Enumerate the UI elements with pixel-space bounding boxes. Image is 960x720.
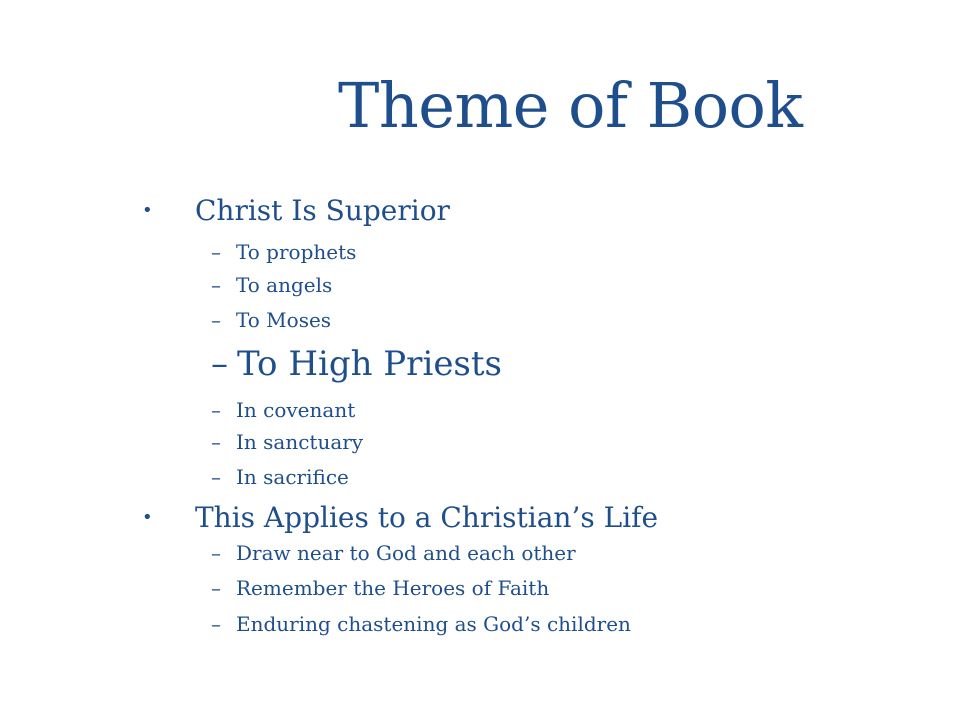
dash-marker: – bbox=[211, 576, 221, 600]
dash-marker: – bbox=[211, 273, 221, 297]
subitem-text: Remember the Heroes of Faith bbox=[236, 576, 550, 600]
subitem-text: To angels bbox=[236, 273, 333, 297]
bullet-marker: • bbox=[142, 507, 153, 528]
dash-marker: – bbox=[211, 430, 221, 454]
dash-marker: – bbox=[211, 465, 221, 489]
subitem-text: Enduring chastening as God’s children bbox=[236, 612, 631, 636]
subitem-text: To High Priests bbox=[237, 344, 502, 384]
bullet-text: This Applies to a Christian’s Life bbox=[195, 501, 659, 534]
bullet-text: Christ Is Superior bbox=[195, 194, 450, 227]
slide-title: Theme of Book bbox=[338, 69, 803, 142]
dash-marker: – bbox=[211, 612, 221, 636]
dash-marker: – bbox=[211, 240, 221, 264]
dash-marker: – bbox=[211, 308, 221, 332]
subitem-text: In sacrifice bbox=[236, 465, 349, 489]
subitem-text: Draw near to God and each other bbox=[236, 541, 576, 565]
dash-marker: – bbox=[211, 344, 228, 384]
subitem-text: In sanctuary bbox=[236, 430, 364, 454]
dash-marker: – bbox=[211, 541, 221, 565]
subitem-text: In covenant bbox=[236, 398, 356, 422]
subitem-text: To prophets bbox=[236, 240, 357, 264]
subitem-text: To Moses bbox=[236, 308, 332, 332]
bullet-marker: • bbox=[142, 200, 153, 221]
dash-marker: – bbox=[211, 398, 221, 422]
